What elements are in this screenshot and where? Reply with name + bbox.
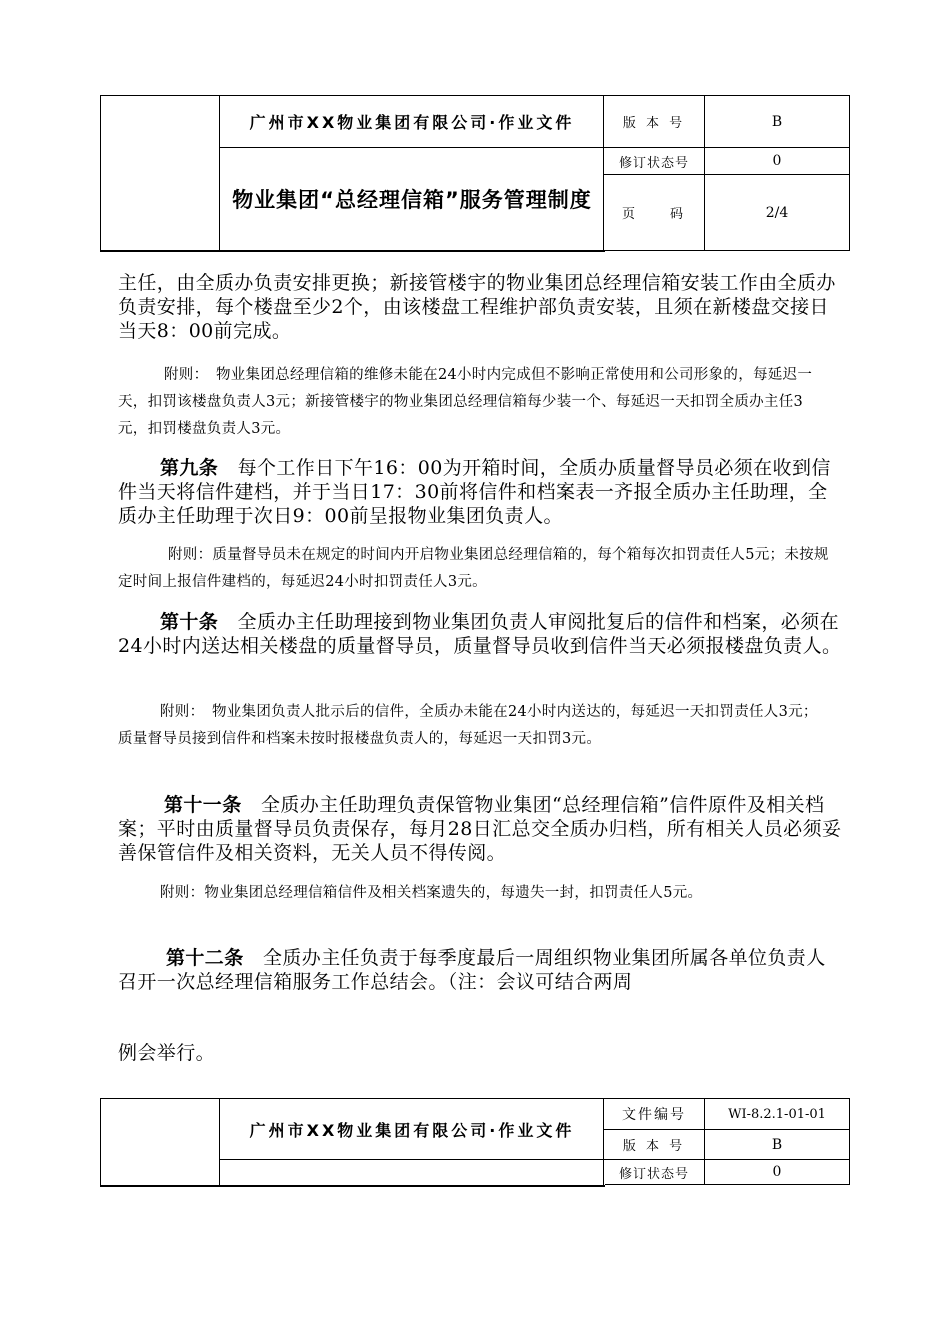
divider-v1 <box>219 95 220 252</box>
border-bottom <box>100 250 605 252</box>
page-number: 2/4 <box>765 204 789 221</box>
note-11: 附则：物业集团总经理信箱信件及相关档案遗失的，每遗失一封，扣罚责任人5元。 <box>160 885 703 901</box>
article-11 <box>118 793 842 865</box>
border-bottom-right <box>605 250 850 251</box>
article-12-title: 第十二条 <box>166 947 244 969</box>
footer-company-name: 广州市XX物业集团有限公司·作业文件 <box>249 1120 575 1140</box>
page-label: 页 码 <box>621 207 686 222</box>
border-right <box>849 95 850 251</box>
article-9 <box>118 456 842 528</box>
revision-label: 修订状态号 <box>618 155 689 171</box>
footer-border-bottom-right <box>605 1184 850 1185</box>
article-10-title: 第十条 <box>160 611 219 633</box>
note-9: 附则：质量督导员未在规定的时间内开启物业集团总经理信箱的，每个箱每次扣罚责任人5元；未按规定时间上报信件建档的，每延迟24小时扣罚责任人3元。 <box>118 547 829 590</box>
header-table <box>100 95 850 252</box>
article-12-text: 全质办主任负责于每季度最后一周组织物业集团所属各单位负责人召开一次总经理信箱服务工作总结会。（注：会议可结合两周 <box>118 947 826 993</box>
footer-table <box>100 1098 850 1188</box>
border-left <box>100 95 101 252</box>
footer-revision-label: 修订状态号 <box>618 1166 689 1182</box>
document-title: 物业集团“总经理信箱”服务管理制度 <box>232 187 592 212</box>
footer-revision-value: 0 <box>772 1164 782 1180</box>
note-10: 附则： 物业集团负责人批示后的信件，全质办未能在24小时内送达的，每延迟一天扣罚责任人3元；质量督导员接到信件和档案未按时报楼盘负责人的，每延迟一天扣罚3元。 <box>118 704 818 747</box>
article-9-title: 第九条 <box>160 457 219 479</box>
article-10 <box>118 610 842 658</box>
version-value: B <box>771 113 783 130</box>
article-11-title: 第十一条 <box>164 794 242 816</box>
footer-border-right <box>849 1098 850 1185</box>
paragraph-continuation: 主任，由全质办负责安排更换；新接管楼宇的物业集团总经理信箱安装工作由全质办负责安排，每个楼盘至少2个，由该楼盘工程维护部负责安装，且须在新楼盘交接日当天8：00前完成。 <box>118 272 836 342</box>
revision-value: 0 <box>772 153 782 169</box>
paragraph-last: 例会举行。 <box>118 1042 216 1064</box>
footer-version-value: B <box>771 1136 783 1153</box>
article-10-text: 全质办主任助理接到物业集团负责人审阅批复后的信件和档案，必须在24小时内送达相关楼盘的质量督导员，质量督导员收到信件当天必须报楼盘负责人。 <box>118 611 842 657</box>
footer-border-left <box>100 1098 101 1187</box>
article-11-text: 全质办主任助理负责保管物业集团“总经理信箱”信件原件及相关档案；平时由质量督导员负责保存，每月28日汇总交全质办归档，所有相关人员必须妥善保管信件及相关资料，无关人员不得传阅。 <box>118 794 842 864</box>
footer-docno-label: 文件编号 <box>622 1107 686 1123</box>
footer-version-label: 版 本 号 <box>622 1139 686 1154</box>
footer-border-bottom <box>100 1185 605 1187</box>
note-1: 附则： 物业集团总经理信箱的维修未能在24小时内完成但不影响正常使用和公司形象的，每延迟一天，扣罚该楼盘负责人3元；新接管楼宇的物业集团总经理信箱每少装一个、每延迟一天扣罚全质办主任3元，扣罚楼盘负责人3元。 <box>118 367 813 437</box>
footer-divider-v1 <box>219 1098 220 1187</box>
article-9-text: 每个工作日下午16：00为开箱时间，全质办质量督导员必须在收到信件当天将信件建档，并于当日17：30前将信件和档案表一齐报全质办主任助理，全质办主任助理于次日9：00前呈报物业集团负责人。 <box>118 457 831 527</box>
footer-docno-value: WI-8.2.1-01-01 <box>728 1106 826 1122</box>
version-label: 版 本 号 <box>622 116 686 131</box>
article-12 <box>118 946 842 994</box>
company-name: 广州市XX物业集团有限公司·作业文件 <box>249 112 575 132</box>
